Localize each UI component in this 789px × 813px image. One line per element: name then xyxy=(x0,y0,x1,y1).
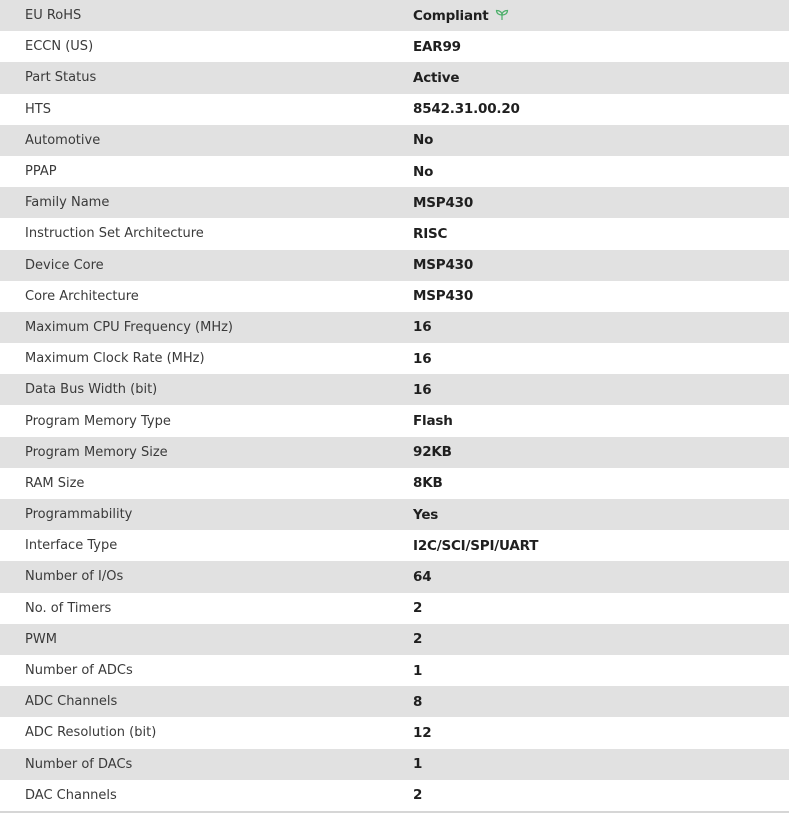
spec-value: No xyxy=(413,163,434,180)
spec-row xyxy=(0,187,789,218)
spec-value: 8KB xyxy=(413,475,443,492)
spec-row xyxy=(0,31,789,62)
spec-label: Program Memory Size xyxy=(25,444,168,460)
spec-value: 16 xyxy=(413,319,432,336)
spec-label: RAM Size xyxy=(25,475,85,491)
spec-value: 8 xyxy=(413,693,423,710)
spec-label: Program Memory Type xyxy=(25,413,171,429)
spec-label: Number of ADCs xyxy=(25,663,133,679)
spec-value: RISC xyxy=(413,225,448,242)
spec-value: 8542.31.00.20 xyxy=(413,101,520,118)
spec-label: PPAP xyxy=(25,164,57,180)
spec-label: ADC Channels xyxy=(25,694,118,710)
spec-value: I2C/SCI/SPI/UART xyxy=(413,537,539,554)
spec-label: ECCN (US) xyxy=(25,39,94,55)
spec-value: 16 xyxy=(413,381,432,398)
spec-label: PWM xyxy=(25,631,57,647)
spec-label: Family Name xyxy=(25,195,110,211)
spec-label: Programmability xyxy=(25,507,133,523)
spec-label: Maximum Clock Rate (MHz) xyxy=(25,351,205,367)
spec-value: MSP430 xyxy=(413,288,474,305)
spec-label: EU RoHS xyxy=(25,8,82,24)
spec-label: Interface Type xyxy=(25,538,118,554)
leaf-icon xyxy=(495,9,509,21)
spec-row xyxy=(0,499,789,530)
spec-value: Yes xyxy=(413,506,439,523)
spec-value: 1 xyxy=(413,756,423,773)
spec-value: EAR99 xyxy=(413,38,461,55)
spec-row xyxy=(0,530,789,561)
spec-row xyxy=(0,0,789,31)
spec-row xyxy=(0,125,789,156)
spec-value: 16 xyxy=(413,350,432,367)
spec-value: Active xyxy=(413,69,460,86)
spec-label: Core Architecture xyxy=(25,288,139,304)
spec-label: HTS xyxy=(25,101,51,117)
spec-value: Compliant xyxy=(413,7,489,24)
spec-row xyxy=(0,437,789,468)
spec-row xyxy=(0,780,789,811)
spec-row xyxy=(0,156,789,187)
spec-value: 2 xyxy=(413,600,423,617)
spec-label: DAC Channels xyxy=(25,787,117,803)
spec-value: 2 xyxy=(413,631,423,648)
spec-value: 1 xyxy=(413,662,423,679)
spec-row xyxy=(0,312,789,343)
spec-label: Automotive xyxy=(25,132,101,148)
spec-value: 12 xyxy=(413,724,432,741)
spec-value: 92KB xyxy=(413,444,452,461)
spec-row xyxy=(0,374,789,405)
spec-label: Device Core xyxy=(25,257,104,273)
spec-label: ADC Resolution (bit) xyxy=(25,725,157,741)
spec-value: 64 xyxy=(413,568,432,585)
spec-value: 2 xyxy=(413,787,423,804)
spec-row xyxy=(0,624,789,655)
spec-row xyxy=(0,218,789,249)
spec-value: MSP430 xyxy=(413,194,474,211)
spec-label: Data Bus Width (bit) xyxy=(25,382,158,398)
spec-label: No. of Timers xyxy=(25,600,112,616)
spec-label: Part Status xyxy=(25,70,97,86)
spec-row xyxy=(0,717,789,748)
spec-value-cell xyxy=(388,0,789,31)
spec-label: Number of I/Os xyxy=(25,569,124,585)
spec-value: MSP430 xyxy=(413,257,474,274)
spec-row xyxy=(0,749,789,780)
spec-label: Number of DACs xyxy=(25,756,133,772)
spec-value: No xyxy=(413,132,434,149)
spec-label: Maximum CPU Frequency (MHz) xyxy=(25,319,233,335)
spec-row xyxy=(0,94,789,125)
spec-row xyxy=(0,405,789,436)
spec-row xyxy=(0,281,789,312)
spec-row xyxy=(0,686,789,717)
spec-row xyxy=(0,62,789,93)
spec-row xyxy=(0,593,789,624)
spec-label: Instruction Set Architecture xyxy=(25,226,204,242)
spec-value: Flash xyxy=(413,413,453,430)
spec-row xyxy=(0,655,789,686)
spec-row xyxy=(0,343,789,374)
spec-row xyxy=(0,250,789,281)
spec-row xyxy=(0,468,789,499)
spec-row xyxy=(0,561,789,592)
